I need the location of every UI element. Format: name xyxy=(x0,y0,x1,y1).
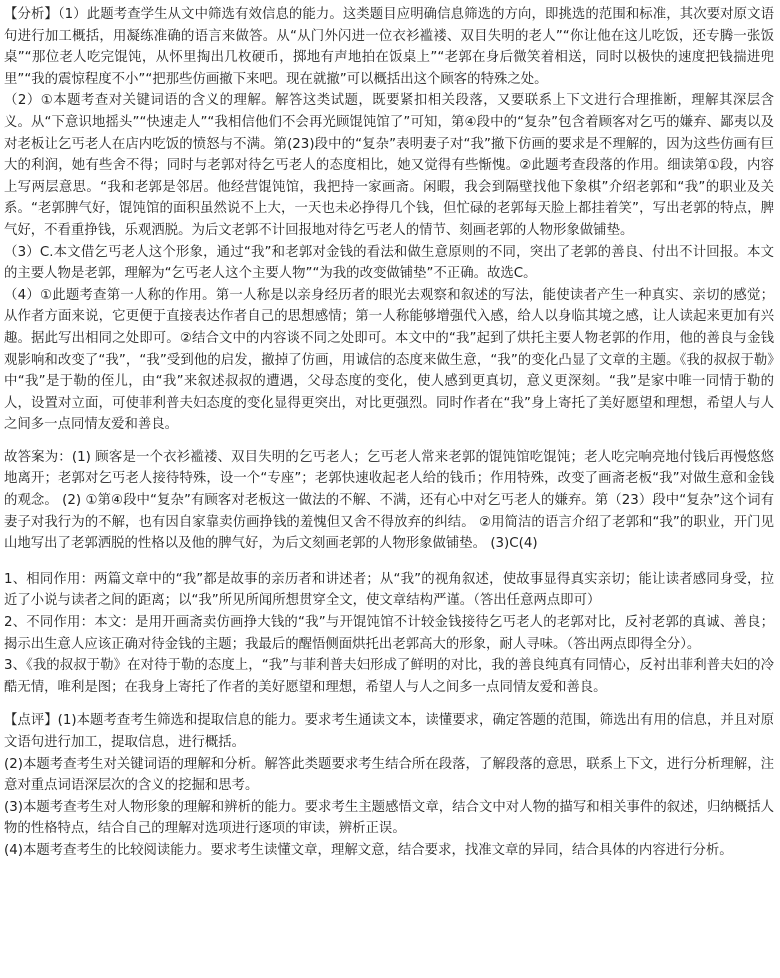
answer-section xyxy=(4,447,774,699)
comment-q3: (3)本题考查考生对人物形象的理解和辨析的能力。要求考生主题感悟文章，结合文中对人物的描写和相关事件的叙述，归纳概括人物的性格特点，结合自己的理解对选项进行逐项的审读，辨析正误。 xyxy=(4,799,774,837)
answer-summary: 故答案为：(1) 顾客是一个衣衫褴褛、双目失明的乞丐老人；乞丐老人常来老郭的馄饨馆吃馄饨；老人吃完响亮地付钱后再慢悠悠地离开；老郭对乞丐老人接待特殊，设一个“专座”；老郭快速收起老人给的钱币；作用特殊，改变了画斋老板“我”对做生意和金钱的观念。 (2) ①第④段中“复杂”有顾客对老板这一做法的不解、不满，还有心中对乞丐老人的嫌弃。第（23）段中“复杂”这个词有妻子对我行为的不解，也有因自家靠卖仿画挣钱的羞愧但又舍不得放弃的纠结。 ②用简洁的语言介绍了老郭和“我”的职业，开门见山地写出了老郭洒脱的性格以及他的脾气好，为后文刻画老郭的人物形象做铺垫。 (3)C(4) xyxy=(4,449,774,552)
section-spacer xyxy=(4,698,774,710)
answer-item-3: 3、《我的叔叔于勒》在对待于勒的态度上，“我”与菲利普夫妇形成了鲜明的对比，我的善良纯真有同情心，反衬出菲利普夫妇的冷酷无情，唯利是图；在我身上寄托了作者的美好愿望和理想，希望人与人之间多一点同情友爱和善良。 xyxy=(4,658,774,695)
analysis-q4: （4）①此题考查第一人称的作用。第一人称是以亲身经历者的眼光去观察和叙述的写法，能使读者产生一种真实、亲切的感觉；从作者方面来说，它更便于直接表达作者自己的思想感情；第一人称能够增强代入感，给人以身临其境之感，让人读起来更加有兴趣。据此写出相同之处即可。②结合文中的内容谈不同之处即可。本文中的“我”起到了烘托主要人物老郭的作用，他的善良与金钱观影响和改变了“我”，“我”受到他的启发，撤掉了仿画，用诚信的态度来做生意，“我”的变化凸显了文章的主题。《我的叔叔于勒》中“我”是于勒的侄儿，由“我”来叙述叔叔的遭遇，父母态度的变化，使人感到更真切，意义更深刻。“我”是家中唯一同情于勒的人，设置对立面，可使菲利普夫妇态度的变化显得更突出，对比更强烈。同时作者在“我”身上寄托了美好愿望和理想，希望人与人之间多一点同情友爱和善良。 xyxy=(4,287,774,433)
section-spacer xyxy=(4,555,774,569)
comment-q4: (4)本题考查考生的比较阅读能力。要求考生读懂文章，理解文意，结合要求，找准文章的异同，结合具体的内容进行分析。 xyxy=(4,842,733,858)
answer-item-2: 2、不同作用：本文：是用开画斋卖仿画挣大钱的“我”与开馄饨馆不计较金钱接待乞丐老人的老郭对比，反衬老郭的真诚、善良；揭示出生意人应该正确对待金钱的主题；我最后的醒悟侧面烘托出老郭高大的形象，耐人寻味。（答出两点即得全分）。 xyxy=(4,615,774,652)
analysis-q1: 【分析】（1）此题考查学生从文中筛选有效信息的能力。这类题目应明确信息筛选的方向，即挑选的范围和标准，其次要对原文语句进行加工概括，用凝练准确的语言来做答。从“从门外闪进一位衣衫褴褛、双目失明的老人”“你让他在这儿吃饭，还专腾一张饭桌”“那位老人吃完馄饨，从怀里掏出几枚硬币，掷地有声地拍在饭桌上”“老郭在身后微笑着相送，同时以极快的速度把钱揣进兜里”“我的震惊程度不小”“把那些仿画撤下来吧。现在就撤”可以概括出这个顾客的特殊之处。 xyxy=(4,7,774,87)
comment-q2: (2)本题考查考生对关键词语的理解和分析。解答此类题要求考生结合所在段落，了解段落的意思，联系上下文，进行分析理解，注意对重点词语深层次的含义的挖掘和思考。 xyxy=(4,756,774,794)
answer-item-1: 1、相同作用：两篇文章中的“我”都是故事的亲历者和讲述者；从“我”的视角叙述，使故事显得真实亲切；能让读者感同身受，拉近了小说与读者之间的距离；以“我”所见所闻所想贯穿全文，使文章结构严谨。（答出任意两点即可） xyxy=(4,571,774,609)
analysis-section xyxy=(4,4,774,436)
section-spacer xyxy=(4,436,774,447)
comment-q1: 【点评】(1)本题考查考生筛选和提取信息的能力。要求考生通读文本，读懂要求，确定答题的范围，筛选出有用的信息，并且对原文语句进行加工，提取信息，进行概括。 xyxy=(4,713,774,750)
analysis-q2: （2）①本题考查对关键词语的含义的理解。解答这类试题，既要紧扣相关段落，又要联系上下文进行合理推断，理解其深层含义。从“下意识地摇头”“快速走人”“我相信他们不会再光顾馄饨馆了”可知，第④段中的“复杂”包含着顾客对乞丐的嫌弃、鄙夷以及对老板让乞丐老人在店内吃饭的愤怒与不满。第(23)段中的“复杂”表明妻子对“我”撤下仿画的要求是不理解的，因为这些仿画有巨大的利润，她有些舍不得；同时与老郭对待乞丐老人的态度相比，她又觉得有些惭愧。②此题考查段落的作用。细读第①段，内容上写两层意思。“我和老郭是邻居。他经营馄饨馆，我把持一家画斋。闲暇，我会到隔壁找他下象棋”介绍老郭和“我”的职业及关系。“老郭脾气好，馄饨馆的面积虽然说不上大，一天也未必挣得几个钱，但忙碌的老郭每天脸上都挂着笑”，写出老郭的特点，脾气好，不看重挣钱，乐观洒脱。为后文老郭不计回报地对待乞丐老人的情节、刻画老郭的人物形象做铺垫。 xyxy=(4,93,774,238)
comment-section xyxy=(4,710,774,861)
analysis-q3: （3）C.本文借乞丐老人这个形象，通过“我”和老郭对金钱的看法和做生意原则的不同，突出了老郭的善良、付出不计回报。本文的主要人物是老郭，理解为“乞丐老人这个主要人物”“为我的改变做铺垫”不正确。故选C。 xyxy=(4,244,774,282)
